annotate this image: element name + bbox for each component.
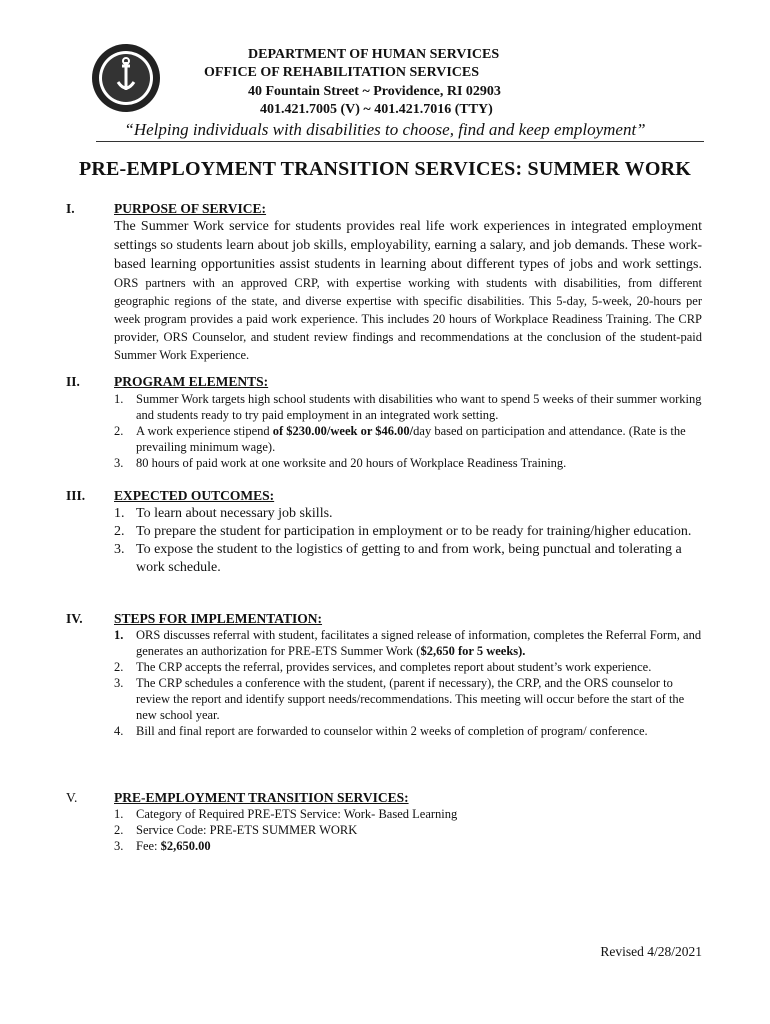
section-heading: PRE-EMPLOYMENT TRANSITION SERVICES: xyxy=(114,790,409,805)
list-item: 3. 80 hours of paid work at one worksite and 20 hours of Workplace Readiness Training. xyxy=(114,456,567,470)
purpose-text-b: ORS partners with an approved CRP, with expertise working with students with disabilities, from different geographic regions of the state, and diverse expertise with specific disabilities. This 5-day, 5-week, 20-hours per week program provides a paid work experience. This includes 20 hours of Workplace Readiness Training. The CRP provider, ORS Counselor, and student review findings and recommendations at the conclusion of the student-paid Summer Work Experience. xyxy=(114,276,702,362)
section-number: III. xyxy=(66,488,86,503)
expected-outcomes-list xyxy=(114,505,704,577)
list-item: 1. To learn about necessary job skills. xyxy=(114,506,333,521)
program-elements-list xyxy=(114,391,704,471)
section-number: I. xyxy=(66,201,75,216)
revision-date: Revised 4/28/2021 xyxy=(600,944,702,959)
section-heading: STEPS FOR IMPLEMENTATION: xyxy=(114,611,323,626)
header-divider xyxy=(96,141,704,142)
office-name: OFFICE OF REHABILITATION SERVICES xyxy=(204,65,480,80)
list-item: 1. ORS discusses referral with student, facilitates a signed release of information, completes the Referral Form, and generates an authorization for PRE-ETS Summer Work ($2,650 for 5 weeks). xyxy=(114,628,702,658)
list-item: 2. The CRP accepts the referral, provides services, and completes report about student’s work experience. xyxy=(114,660,652,674)
section-heading: PROGRAM ELEMENTS: xyxy=(114,374,269,389)
list-item: 2. Service Code: PRE-ETS SUMMER WORK xyxy=(114,823,358,837)
motto: “Helping individuals with disabilities to choose, find and keep employment” xyxy=(124,120,646,139)
list-item: 3. Fee: $2,650.00 xyxy=(114,839,211,853)
purpose-paragraph xyxy=(114,217,702,364)
list-item: 2. A work experience stipend of $230.00/week or $46.00/day based on participation and attendance. (Rate is the prevailing minimum wage). xyxy=(114,424,686,454)
list-item: 1. Category of Required PRE-ETS Service: Work- Based Learning xyxy=(114,807,458,821)
list-item: 4. Bill and final report are forwarded to counselor within 2 weeks of completion of program/ conference. xyxy=(114,724,648,738)
purpose-text-a: The Summer Work service for students provides real life work experiences in integrated employment settings so students learn about job skills, employability, earning a salary, and job demands. These work-based learning opportunities assist students in learning about different types of jobs and work settings. xyxy=(114,219,702,272)
section-number: II. xyxy=(66,374,80,389)
phone-numbers: 401.421.7005 (V) ~ 401.421.7016 (TTY) xyxy=(260,102,493,117)
list-item: 2. To prepare the student for participation in employment or to be ready for training/higher education. xyxy=(114,524,692,539)
state-seal-logo xyxy=(90,42,162,114)
department-name: DEPARTMENT OF HUMAN SERVICES xyxy=(248,47,500,62)
section-heading: PURPOSE OF SERVICE: xyxy=(114,201,267,216)
section-number: V. xyxy=(66,790,78,805)
pre-ets-services-list xyxy=(114,806,704,854)
list-item: 3. The CRP schedules a conference with the student, (parent if necessary), the CRP, and the ORS counselor to review the report and identify support needs/recommendations. This meeting will occur before the start of the new school year. xyxy=(114,676,685,722)
list-item: 3. To expose the student to the logistics of getting to and from work, being punctual and tolerating a work schedule. xyxy=(114,542,682,575)
list-item: 1. Summer Work targets high school students with disabilities who want to spend 5 weeks of their summer working and students ready to try paid employment in an integrated work setting. xyxy=(114,392,702,422)
page-title: PRE-EMPLOYMENT TRANSITION SERVICES: SUMMER WORK xyxy=(78,158,692,180)
implementation-steps-list xyxy=(114,627,704,739)
address: 40 Fountain Street ~ Providence, RI 02903 xyxy=(248,84,501,99)
section-number: IV. xyxy=(66,611,83,626)
section-heading: EXPECTED OUTCOMES: xyxy=(114,488,275,503)
